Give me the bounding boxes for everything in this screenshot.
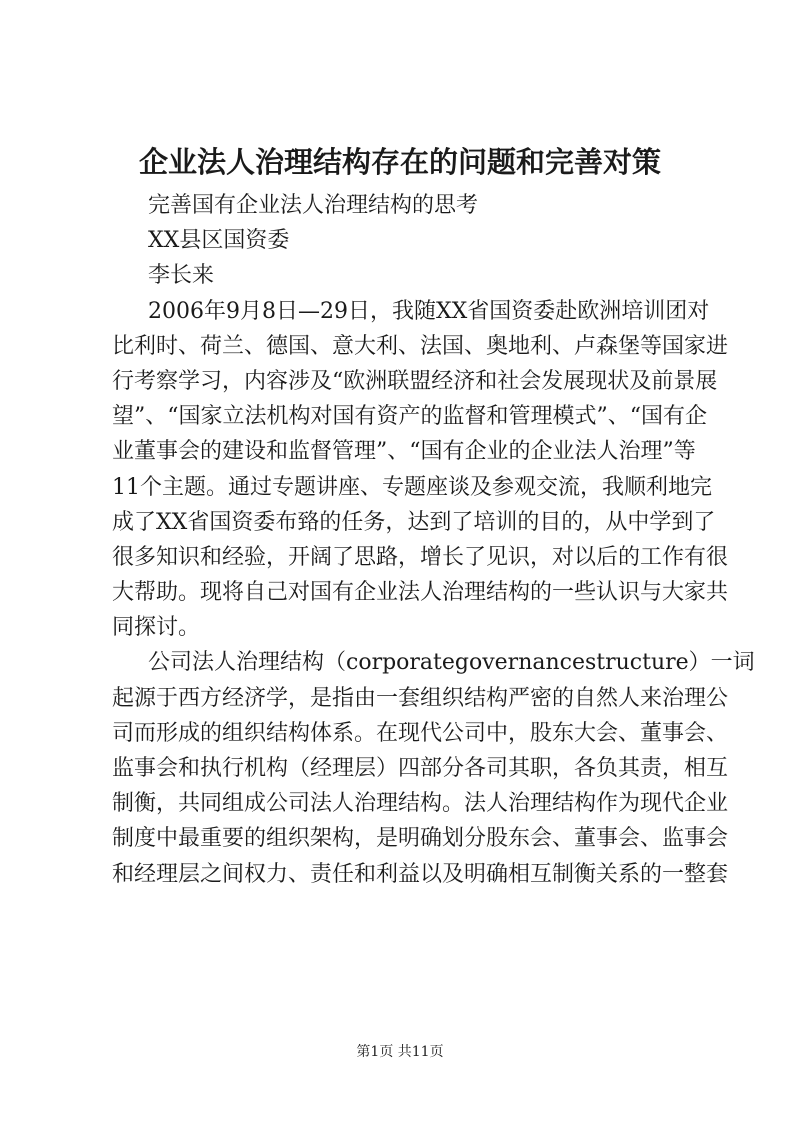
paragraph-2-line-2: 起源于西方经济学，是指由一套组织结构严密的自然人来治理公	[112, 685, 729, 711]
paragraph-1-line-8: 很多知识和经验，开阔了思路，增长了见识，对以后的工作有很	[112, 544, 729, 570]
paragraph-2-line-7: 和经理层之间权力、责任和利益以及明确相互制衡关系的一整套	[112, 861, 729, 887]
document-title: 企业法人治理结构存在的问题和完善对策	[138, 145, 661, 179]
paragraph-1-line-10: 同探讨。	[112, 615, 201, 641]
paragraph-2-line-4: 监事会和执行机构（经理层）四部分各司其职，各负其责，相互	[112, 756, 729, 781]
paragraph-1-line-5: 业董事会的建设和监督管理”、“国有企业的企业法人治理”等	[112, 439, 696, 465]
paragraph-1-line-4: 望”、“国家立法机构对国有资产的监督和管理模式”、“国有企	[112, 404, 707, 430]
paragraph-1-line-3: 行考察学习，内容涉及“欧洲联盟经济和社会发展现状及前景展	[112, 368, 718, 394]
paragraph-1-line-2: 比利时、荷兰、德国、意大利、法国、奥地利、卢森堡等国家进	[112, 333, 729, 359]
paragraph-1-line-7: 成了XX省国资委布臵的任务，达到了培训的目的，从中学到了	[112, 509, 716, 535]
paragraph-1-line-6: 11个主题。通过专题讲座、专题座谈及参观交流，我顺利地完	[112, 474, 712, 500]
paragraph-2-line-6: 制度中最重要的组织架构，是明确划分股东会、董事会、监事会	[112, 826, 729, 852]
document-body	[112, 188, 755, 892]
subtitle-line: 完善国有企业法人治理结构的思考	[148, 193, 479, 218]
paragraph-1-line-1: 2006年9月8日—29日，我随XX省国资委赴欧洲培训团对	[148, 298, 710, 324]
paragraph-1-line-9: 大帮助。现将自己对国有企业法人治理结构的一些认识与大家共	[112, 580, 729, 606]
paragraph-2-line-5: 制衡，共同组成公司法人治理结构。法人治理结构作为现代企业	[112, 791, 729, 817]
paragraph-2-line-1: 公司法人治理结构（corporategovernancestructure）一词	[148, 650, 755, 676]
author-line: 李长来	[148, 263, 215, 289]
page-number-footer: 第1页 共11页	[356, 1044, 444, 1060]
organization-line: XX县区国资委	[148, 228, 290, 254]
paragraph-2-line-3: 司而形成的组织结构体系。在现代公司中，股东大会、董事会、	[112, 720, 729, 746]
